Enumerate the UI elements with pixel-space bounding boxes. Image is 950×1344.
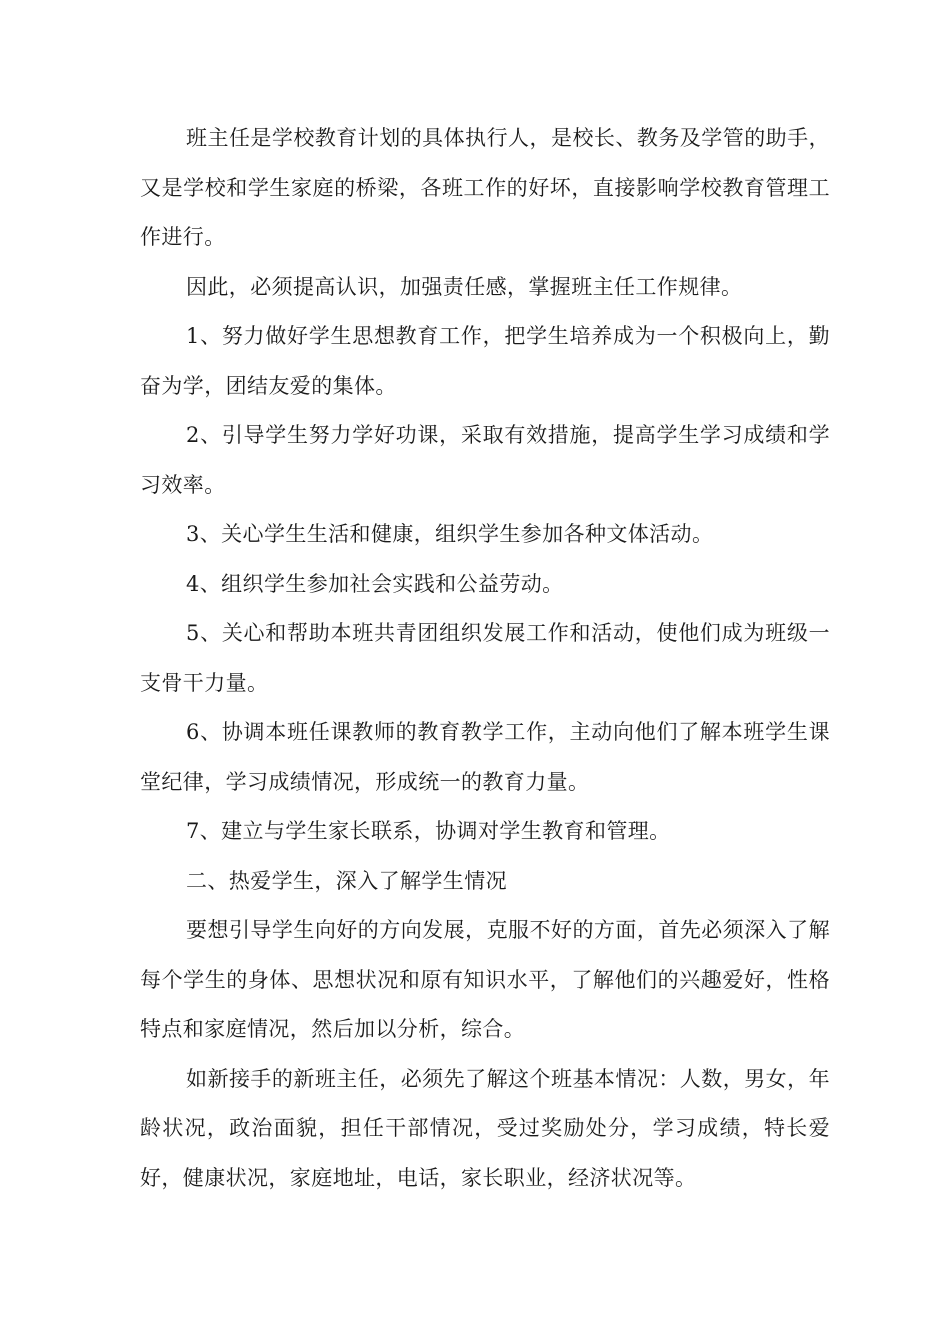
list-item-4: 4、组织学生参加社会实践和公益劳动。 [186,571,564,596]
document-body [140,114,830,1203]
paragraph-therefore: 因此，必须提高认识，加强责任感，掌握班主任工作规律。 [186,274,743,299]
list-item-7: 7、建立与学生家长联系，协调对学生教育和管理。 [186,819,671,843]
list-item-6: 6、协调本班任课教师的教育教学工作，主动向他们了解本班学生课堂纪律，学习成绩情况，形成统一的教育力量。 [140,720,830,794]
section-heading-2: 二、热爱学生，深入了解学生情况 [186,868,507,893]
list-item-1: 1、努力做好学生思想教育工作，把学生培养成为一个积极向上，勤奋为学，团结友爱的集体。 [140,324,830,398]
paragraph-new-teacher: 如新接手的新班主任，必须先了解这个班基本情况：人数，男女，年龄状况，政治面貌，担任干部情况，受过奖励处分，学习成绩，特长爱好，健康状况，家庭地址，电话，家长职业，经济状况等。 [140,1066,830,1190]
paragraph-intro: 班主任是学校教育计划的具体执行人，是校长、教务及学管的助手，又是学校和学生家庭的桥梁，各班工作的好坏，直接影响学校教育管理工作进行。 [140,126,830,249]
paragraph-understand: 要想引导学生向好的方向发展，克服不好的方面，首先必须深入了解每个学生的身体、思想状况和原有知识水平，了解他们的兴趣爱好，性格特点和家庭情况，然后加以分析，综合。 [140,918,830,1041]
list-item-5: 5、关心和帮助本班共青团组织发展工作和活动，使他们成为班级一支骨干力量。 [140,621,830,695]
list-item-3: 3、关心学生生活和健康，组织学生参加各种文体活动。 [186,522,714,546]
list-item-2: 2、引导学生努力学好功课，采取有效措施，提高学生学习成绩和学习效率。 [140,423,830,497]
